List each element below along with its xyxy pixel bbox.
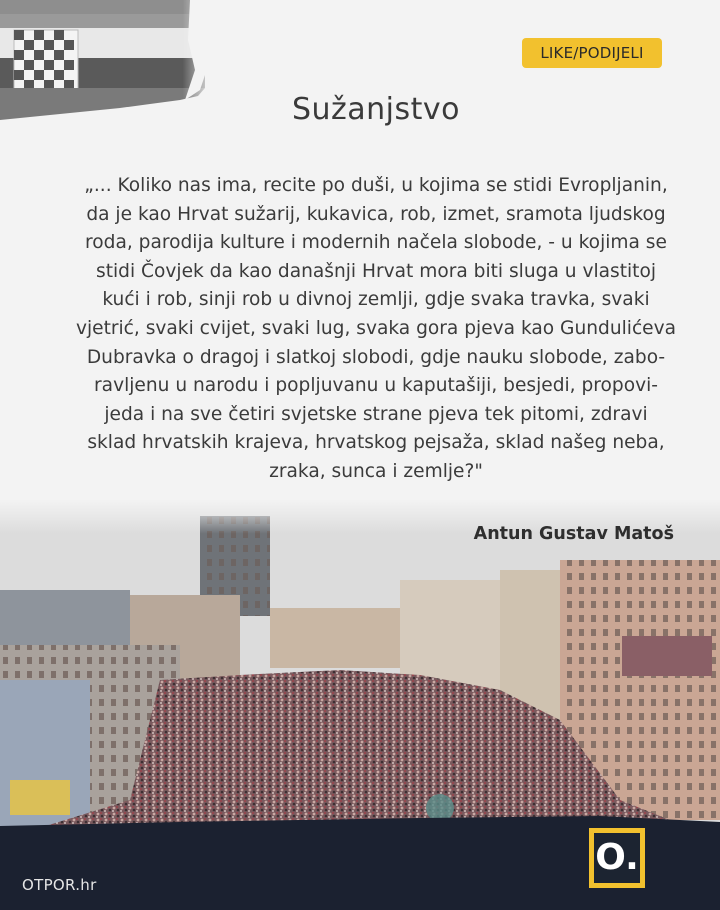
- quote-author: Antun Gustav Matoš: [473, 524, 674, 544]
- quote-line: „... Koliko nas ima, recite po duši, u kojima se stidi Evropljanin,: [84, 175, 668, 196]
- quote-line: roda, parodija kulture i modernih načela slobode, - u kojima se: [85, 232, 667, 254]
- logo-mark: O.: [594, 833, 640, 883]
- quote-line: Dubravka o dragoj i slatkoj slobodi, gdje nauku slobode, zabo-: [86, 346, 666, 368]
- quote-line: vjetrić, svaki cvijet, svaki lug, svaka gora pjeva kao Gundulićeva: [75, 317, 677, 339]
- page-title: Sužanjstvo: [291, 92, 461, 127]
- aerial-crowd-photo: [0, 500, 720, 840]
- quote-text: [40, 172, 712, 487]
- like-share-badge[interactable]: LIKE/PODIJELI: [522, 38, 662, 68]
- quote-line: jeda i na sve četiri svjetske strane pjeva tek pitomi, zdravi: [104, 403, 648, 425]
- quote-line: ravljenu u narodu i popljuvanu u kaputašiji, besjedi, propovi-: [94, 375, 658, 397]
- quote-line: da je kao Hrvat sužarij, kukavica, rob, izmet, sramota ljudskog: [86, 203, 666, 225]
- otpor-logo: [589, 828, 645, 888]
- brand-text[interactable]: OTPOR.hr: [22, 876, 97, 894]
- quote-line: stidi Čovjek da kao današnji Hrvat mora biti sluga u vlastitoj: [96, 260, 656, 282]
- quote-line: sklad hrvatskih krajeva, hrvatskog pejsaža, sklad našeg neba,: [87, 432, 665, 454]
- quote-line: kući i rob, sinji rob u divnoj zemlji, gdje svaka travka, svaki: [102, 289, 650, 311]
- quote-line: zraka, sunca i zemlje?": [269, 460, 483, 482]
